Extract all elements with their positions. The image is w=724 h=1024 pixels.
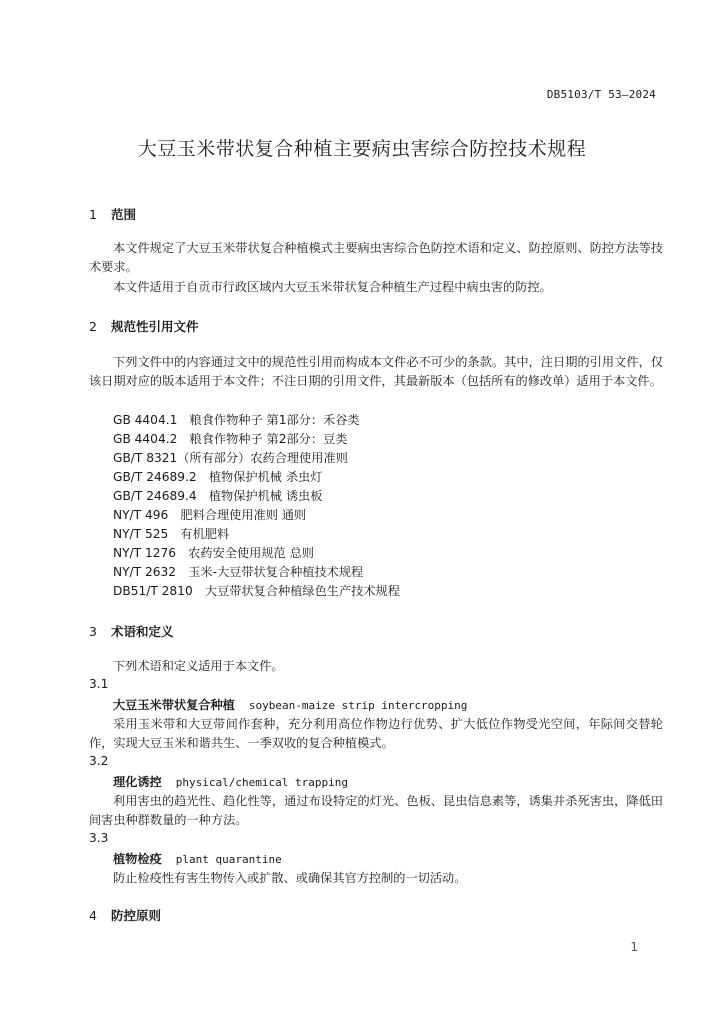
paragraph: 下列文件中的内容通过文中的规范性引用而构成本文件必不可少的条款。其中，注日期的引用文件，仅该日期对应的版本适用于本文件；不注日期的引用文件，其最新版本（包括所有的修改单）适用于本文件。 — [89, 355, 663, 388]
term-english: physical/chemical trapping — [175, 776, 348, 789]
paragraph: 本文件适用于自贡市行政区域内大豆玉米带状复合种植生产过程中病虫害的防控。 — [113, 280, 552, 294]
reference-item: NY/T 496 肥料合理使用准则 通则 — [113, 508, 307, 522]
reference-item: GB 4404.2 粮食作物种子 第2部分：豆类 — [113, 432, 348, 446]
term-heading — [113, 696, 467, 713]
paragraph: 下列术语和定义适用于本文件。 — [113, 659, 284, 673]
document-title: 大豆玉米带状复合种植主要病虫害综合防控技术规程 — [137, 138, 587, 160]
section-3-heading — [89, 622, 174, 640]
section-title: 术语和定义 — [111, 624, 174, 639]
term-number: 3.2 — [89, 754, 109, 768]
paragraph: 本文件规定了大豆玉米带状复合种植模式主要病虫害综合色防控术语和定义、防控原则、防控方法等技术要求。 — [89, 241, 663, 274]
term-definition: 采用玉米带和大豆带间作套种，充分利用高位作物边行优势、扩大低位作物受光空间，年际间交替轮作，实现大豆玉米和谐共生、一季双收的复合种植模式。 — [89, 717, 663, 750]
term-definition: 利用害虫的趋光性、趋化性等，通过布设特定的灯光、色板、昆虫信息素等，诱集并杀死害虫，降低田间害虫种群数量的一种方法。 — [89, 794, 663, 827]
section-1-heading — [89, 205, 136, 223]
reference-item: GB/T 24689.4 植物保护机械 诱虫板 — [113, 489, 323, 503]
term-definition: 防止检疫性有害生物传入或扩散、或确保其官方控制的一切活动。 — [113, 871, 467, 885]
section-number: 2 — [89, 319, 97, 334]
standard-number: DB5103/T 53—2024 — [546, 88, 656, 101]
page-number: 1 — [630, 940, 638, 954]
section-number: 4 — [89, 908, 97, 923]
section-title: 范围 — [111, 207, 137, 222]
reference-item: DB51/T 2810 大豆带状复合种植绿色生产技术规程 — [113, 584, 400, 598]
section-title: 规范性引用文件 — [111, 319, 199, 334]
term-english: soybean-maize strip intercropping — [248, 699, 468, 712]
term-number: 3.3 — [89, 831, 109, 845]
section-2-heading — [89, 317, 199, 335]
reference-item: NY/T 1276 农药安全使用规范 总则 — [113, 546, 314, 560]
reference-item: NY/T 525 有机肥料 — [113, 527, 230, 541]
reference-item: GB/T 24689.2 植物保护机械 杀虫灯 — [113, 470, 323, 484]
section-number: 1 — [89, 207, 97, 222]
reference-item: GB 4404.1 粮食作物种子 第1部分：禾谷类 — [113, 413, 360, 427]
section-title: 防控原则 — [111, 908, 162, 923]
term-chinese: 大豆玉米带状复合种植 — [113, 698, 235, 712]
reference-item: GB/T 8321（所有部分）农药合理使用准则 — [113, 451, 348, 465]
term-number: 3.1 — [89, 677, 109, 691]
reference-item: NY/T 2632 玉米-大豆带状复合种植技术规程 — [113, 565, 364, 579]
term-heading — [113, 773, 348, 790]
term-english: plant quarantine — [175, 853, 282, 866]
term-chinese: 理化诱控 — [113, 775, 162, 789]
section-number: 3 — [89, 624, 97, 639]
term-chinese: 植物检疫 — [113, 852, 162, 866]
section-4-heading — [89, 906, 161, 924]
term-heading — [113, 850, 282, 867]
